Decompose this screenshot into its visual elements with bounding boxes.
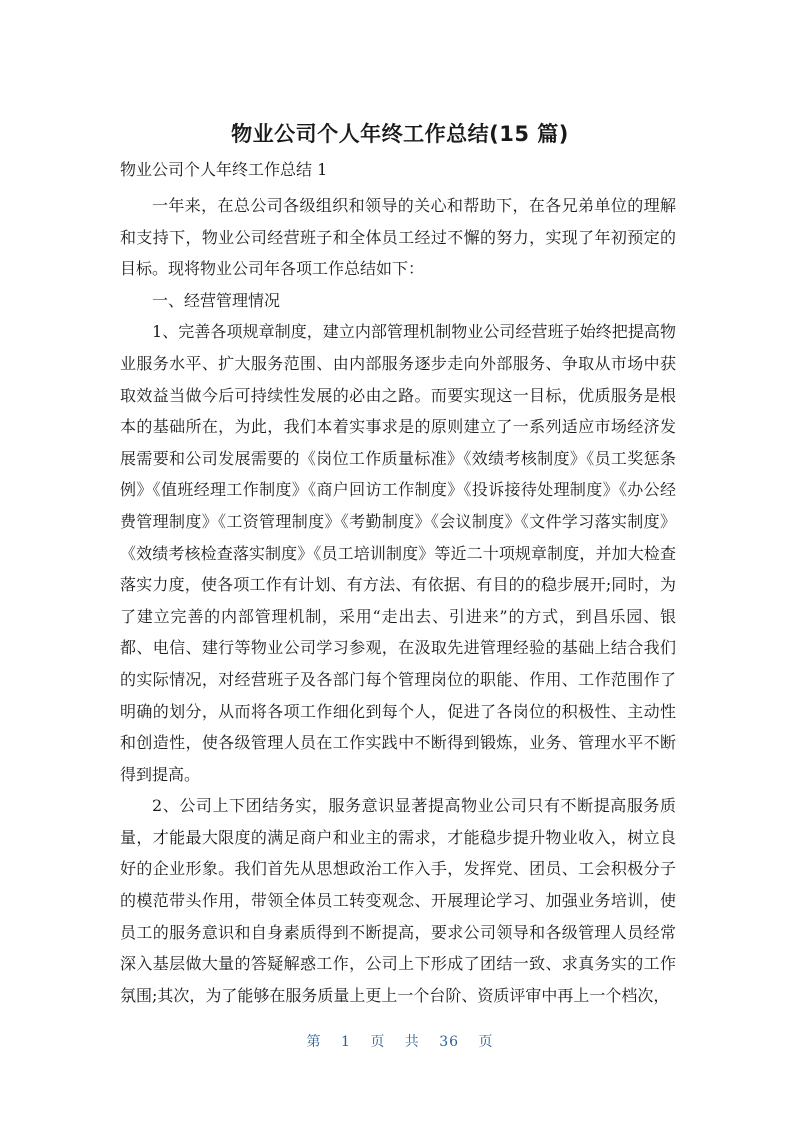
page-number: 1 <box>340 1034 351 1050</box>
paragraph-heading: 一、经营管理情况 <box>152 290 281 310</box>
paragraph-item-2: 2、公司上下团结务实，服务意识显著提高物业公司只有不断提高服务质量，才能最大限度的满足商户和业主的需求，才能稳步提升物业收入，树立良好的企业形象。我们首先从思想政治工作入手，发挥党、团员、工会积极分子的模范带头作用，带领全体员工转变观念、开展理论学习、加强业务培训，使员工的服务意识和自身素质得到不断提高，要求公司领导和各级管理人员经常深入基层做大量的答疑解惑工作，公司上下形成了团结一致、求真务实的工作氛围;其次，为了能够在服务质量上更上一个台阶、资质评审中再上一个档次， <box>120 796 676 1005</box>
page-footer <box>0 1031 800 1051</box>
total-unit: 页 <box>478 1034 494 1050</box>
paragraph-intro: 一年来，在总公司各级组织和领导的关心和帮助下，在各兄弟单位的理解和支持下，物业公司经营班子和全体员工经过不懈的努力，实现了年初预定的目标。现将物业公司年各项工作总结如下： <box>120 196 676 279</box>
total-label: 共 <box>404 1034 420 1050</box>
document-title: 物业公司个人年终工作总结(15 篇) <box>231 122 569 146</box>
page-label: 第 <box>306 1034 322 1050</box>
total-pages: 36 <box>439 1034 460 1050</box>
page-unit: 页 <box>370 1034 386 1050</box>
section-subtitle: 物业公司个人年终工作总结 1 <box>120 160 328 179</box>
paragraph-item-1: 1、完善各项规章制度，建立内部管理机制物业公司经营班子始终把提高物业服务水平、扩大服务范围、由内部服务逐步走向外部服务、争取从市场中获取效益当做今后可持续性发展的必由之路。而要实现这一目标，优质服务是根本的基础所在，为此，我们本着实事求是的原则建立了一系列适应市场经济发展需要和公司发展需要的《岗位工作质量标准》《效绩考核制度》《员工奖惩条例》《值班经理工作制度》《商户回访工作制度》《投诉接待处理制度》《办公经费管理制度》《工资管理制度》《考勤制度》《会议制度》《文件学习落实制度》《效绩考核检查落实制度》《员工培训制度》等近二十项规章制度，并加大检查落实力度，使各项工作有计划、有方法、有依据、有目的的稳步展开;同时，为了建立完善的内部管理机制，采用“走出去、引进来”的方式，到昌乐园、银都、电信、建行等物业公司学习参观，在汲取先进管理经验的基础上结合我们的实际情况，对经营班子及各部门每个管理岗位的职能、作用、工作范围作了明确的划分，从而将各项工作细化到每个人，促进了各岗位的积极性、主动性和创造性，使各级管理人员在工作实践中不断得到锻炼，业务、管理水平不断得到提高。 <box>120 322 676 784</box>
document-body <box>120 190 676 1011</box>
